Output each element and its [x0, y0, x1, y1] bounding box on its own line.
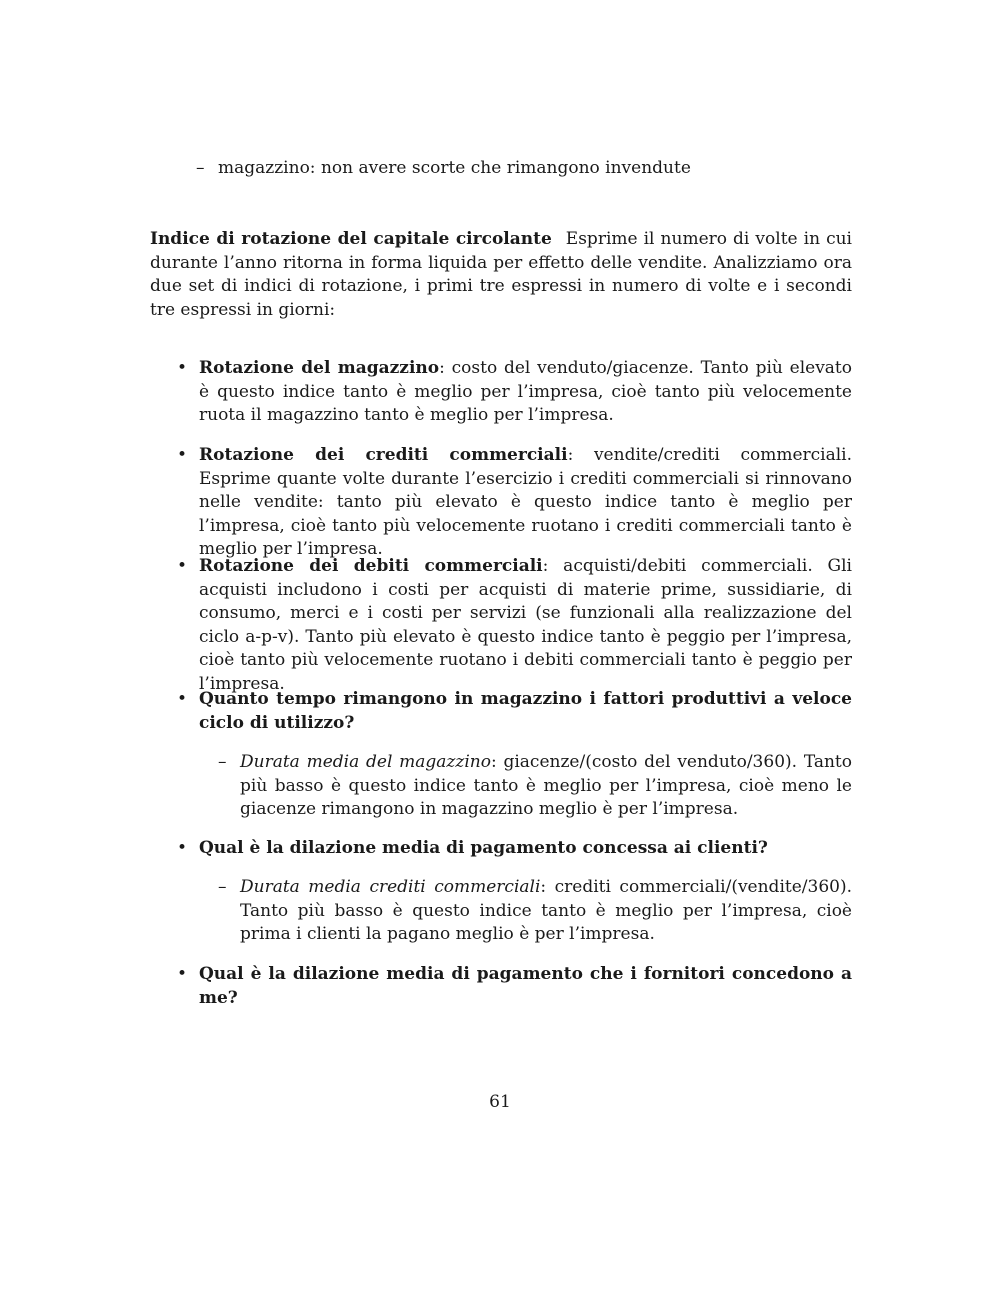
- list-item: [177, 688, 852, 735]
- dash-marker: –: [196, 158, 205, 178]
- list-item: [177, 837, 852, 861]
- item-question: Qual è la dilazione media di pagamento concessa ai clienti?: [199, 838, 768, 858]
- sub-item-term: Durata media del magazzino: [240, 752, 491, 772]
- item-term: Rotazione del magazzino: [199, 358, 440, 378]
- bullet-marker: •: [177, 556, 188, 576]
- item-question: Qual è la dilazione media di pagamento che i fornitori concedono a me?: [199, 964, 852, 1008]
- bullet-marker: •: [177, 689, 188, 709]
- dash-marker: –: [218, 877, 227, 897]
- sub-list-item: [218, 876, 852, 947]
- section-heading: Indice di rotazione del capitale circolante: [150, 229, 552, 249]
- section-paragraph: [150, 228, 852, 322]
- top-list-item: [196, 157, 858, 181]
- list-item: [177, 555, 852, 697]
- sub-item-text: : giacenze/(costo del venduto/360). Tanto più basso è questo indice tanto è meglio per l’impresa, cioè meno le giacenze rimangono in magazzino meglio è per l’impresa.: [240, 752, 852, 820]
- item-text: : vendite/crediti commerciali. Esprime quante volte durante l’esercizio i crediti commerciali si rinnovano nelle vendite: tanto più elevato è questo indice tanto è meglio per l’impresa, cioè tanto più velocemente ruotano i crediti commerciali tanto è meglio per l’impresa.: [199, 445, 853, 560]
- list-item: [177, 963, 852, 1010]
- item-question: Quanto tempo rimangono in magazzino i fattori produttivi a veloce ciclo di utilizzo?: [199, 689, 852, 733]
- list-item: [177, 444, 852, 562]
- bullet-marker: •: [177, 358, 188, 378]
- item-term: Rotazione dei debiti commerciali: [199, 556, 543, 576]
- sub-item-text: : crediti commerciali/(vendite/360). Tanto più basso è questo indice tanto è meglio per l’impresa, cioè prima i clienti la pagano meglio è per l’impresa.: [240, 877, 852, 945]
- sub-list-item: [218, 751, 852, 822]
- dash-marker: –: [218, 752, 227, 772]
- sub-item-term: Durata media crediti commerciali: [240, 877, 541, 897]
- item-text: : acquisti/debiti commerciali. Gli acquisti includono i costi per acquisti di materie prime, sussidiarie, di consumo, merci e i costi per servizi (se funzionali alla realizzazione del ciclo a-p-v). Tanto più elevato è questo indice tanto è peggio per l’impresa, cioè tanto più velocemente ruotano i debiti commerciali tanto è peggio per l’impresa.: [199, 556, 852, 694]
- list-item: [177, 357, 852, 428]
- bullet-marker: •: [177, 964, 188, 984]
- page-number: 61: [489, 1092, 511, 1112]
- section-body: Esprime il numero di volte in cui durante l’anno ritorna in forma liquida per effetto delle vendite. Analizziamo ora due set di indici di rotazione, i primi tre espressi in numero di volte e i secondi tre espressi in giorni:: [150, 229, 852, 320]
- top-list-item-text: magazzino: non avere scorte che rimangono invendute: [218, 158, 691, 178]
- item-text: : costo del venduto/giacenze. Tanto più elevato è questo indice tanto è meglio per l’impresa, cioè tanto più velocemente ruota il magazzino tanto è meglio per l’impresa.: [199, 358, 853, 426]
- bullet-marker: •: [177, 445, 188, 465]
- bullet-marker: •: [177, 838, 188, 858]
- item-term: Rotazione dei crediti commerciali: [199, 445, 568, 465]
